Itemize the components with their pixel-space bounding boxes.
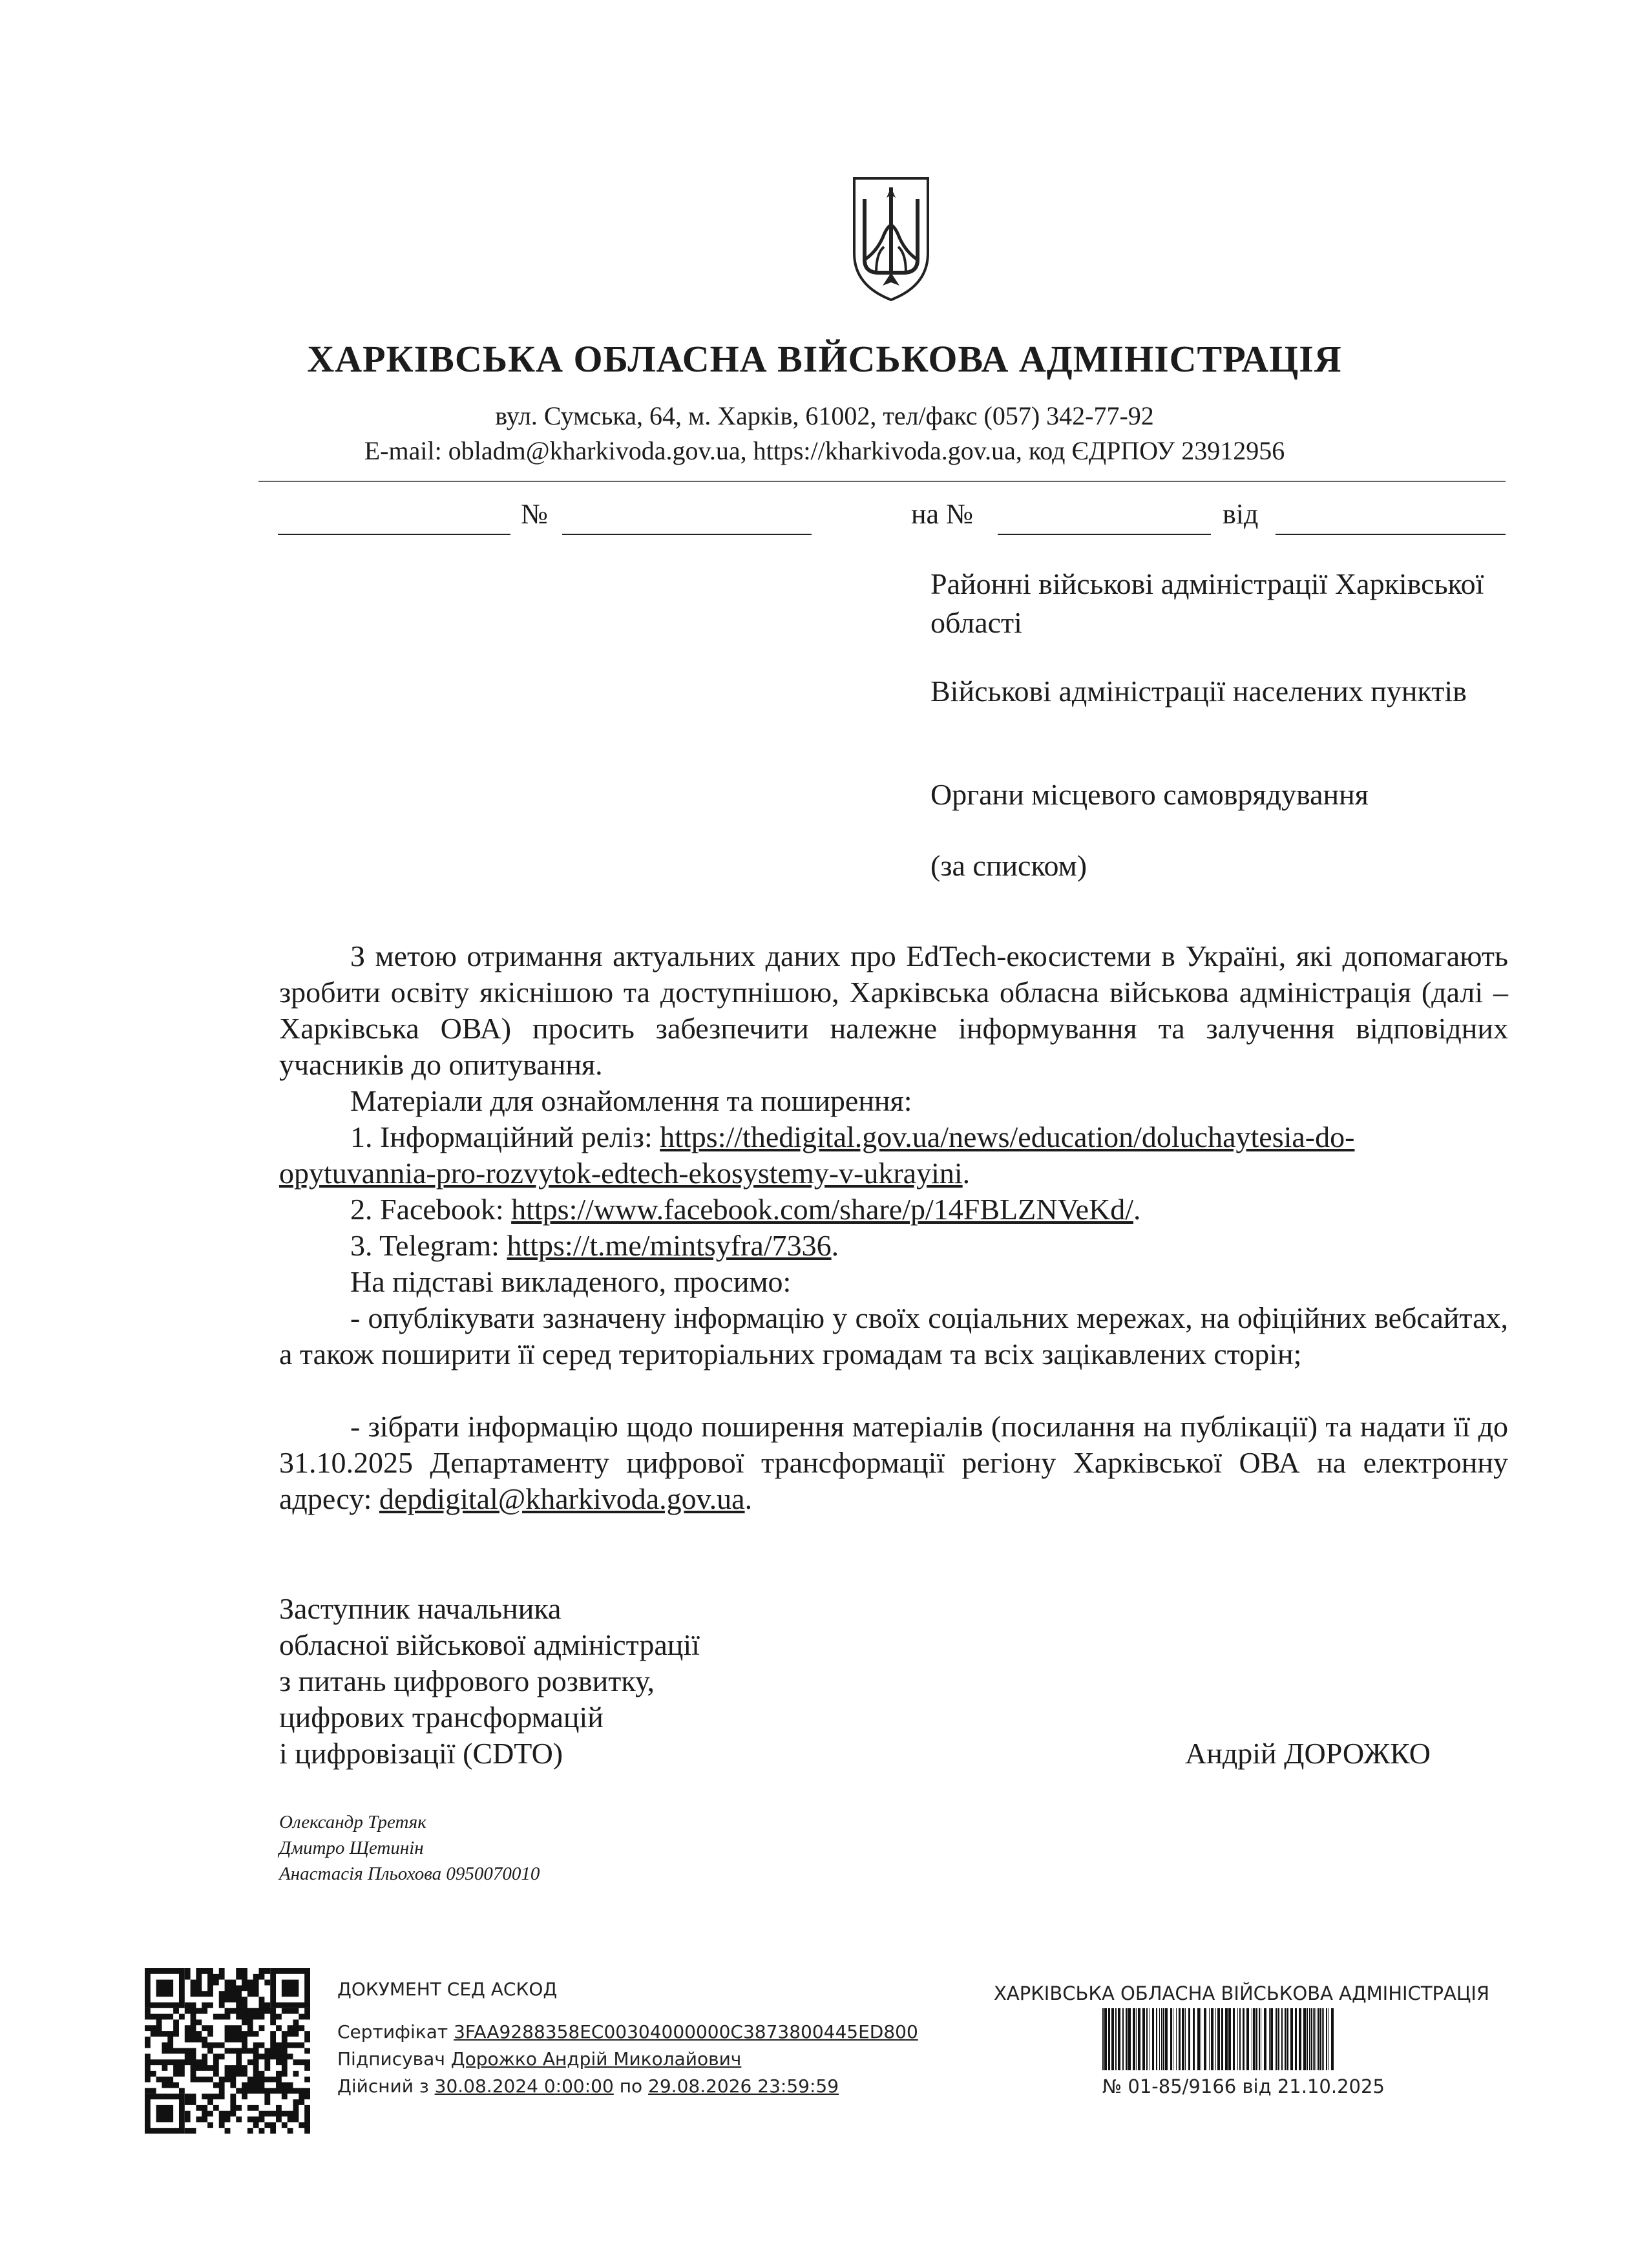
stamp-org-name: ХАРКІВСЬКА ОБЛАСНА ВІЙСЬКОВА АДМІНІСТРАЦІЯ bbox=[994, 1982, 1490, 2004]
stamp-validity: Дійсний з 30.08.2024 0:00:00 по 29.08.2026 23:59:59 bbox=[337, 2075, 839, 2097]
stamp-title: ДОКУМЕНТ СЕД АСКОД bbox=[337, 1979, 558, 2000]
executor-name: Олександр Третяк bbox=[279, 1812, 426, 1832]
material-item-telegram: 3. Telegram: https://t.me/mintsyfra/7336. bbox=[350, 1229, 839, 1262]
reply-to-number-label: на № bbox=[911, 498, 974, 530]
reply-to-date-blank bbox=[1276, 534, 1506, 535]
stamp-registration-number: № 01-85/9166 від 21.10.2025 bbox=[1102, 2075, 1385, 2097]
certificate-value: 3FAA9288358EC00304000000C3873800445ED800 bbox=[454, 2021, 918, 2042]
material-item-label: 1. Інформаційний реліз: bbox=[350, 1120, 660, 1153]
stamp-certificate: Сертифікат 3FAA9288358EC00304000000C3873800445ED800 bbox=[337, 2021, 918, 2042]
intro-paragraph: З метою отримання актуальних даних про EdTech-екосистеми в Україні, які допомагають зробити освіту якіснішою та доступнішою, Харківська обласна військова адміністрація (далі – Харківська ОВА) просить забезпечити належне інформування та залучення відповідних учасників до опитування. bbox=[279, 940, 1508, 1081]
stamp-signer: Підписувач Дорожко Андрій Миколайович bbox=[337, 2048, 742, 2070]
executor-name: Дмитро Щетинін bbox=[279, 1838, 424, 1858]
executor-name: Анастасія Пльохова 0950070010 bbox=[279, 1864, 540, 1884]
release-link[interactable]: https://thedigital.gov.ua/news/education/doluchaytesia-do- bbox=[660, 1120, 1355, 1153]
request-item-publish: - опублікувати зазначену інформацію у своїх соціальних мережах, на офіційних вебсайтах, а також поширити її серед територіальних громадам та всіх зацікавлених сторін; bbox=[279, 1301, 1508, 1370]
reg-number-blank bbox=[562, 534, 812, 535]
recipient-note: (за списком) bbox=[930, 849, 1087, 882]
recipient: Органи місцевого самоврядування bbox=[930, 778, 1369, 811]
material-item-facebook: 2. Facebook: https://www.facebook.com/share/p/14FBLZNVeKd/. bbox=[350, 1193, 1141, 1226]
telegram-link[interactable]: https://t.me/mintsyfra/7336 bbox=[507, 1229, 832, 1262]
signatory-position: з питань цифрового розвитку, bbox=[279, 1664, 655, 1697]
org-title: ХАРКІВСЬКА ОБЛАСНА ВІЙСЬКОВА АДМІНІСТРАЦІЯ bbox=[307, 338, 1342, 380]
reg-date-blank bbox=[278, 534, 510, 535]
material-item-label: 2. Facebook: bbox=[350, 1193, 512, 1226]
signatory-position: обласної військової адміністрації bbox=[279, 1628, 700, 1661]
header-divider bbox=[258, 481, 1506, 482]
dept-email-link[interactable]: depdigital@kharkivoda.gov.ua bbox=[379, 1482, 745, 1515]
signatory-name: Андрій ДОРОЖКО bbox=[1185, 1737, 1431, 1770]
signer-value: Дорожко Андрій Миколайович bbox=[450, 2048, 742, 2070]
recipient: Військові адміністрації населених пунктів bbox=[930, 675, 1467, 708]
signatory-position: і цифровізації (CDTO) bbox=[279, 1737, 563, 1770]
release-link-cont[interactable]: opytuvannia-pro-rozvytok-edtech-ekosystemy-v-ukrayini bbox=[279, 1157, 963, 1190]
reply-to-number-blank bbox=[998, 534, 1211, 535]
reg-number-label: № bbox=[521, 498, 548, 530]
signatory-position: цифрових трансформацій bbox=[279, 1701, 604, 1734]
materials-heading: Матеріали для ознайомлення та поширення: bbox=[350, 1084, 912, 1117]
material-item-label: 3. Telegram: bbox=[350, 1229, 507, 1262]
material-item-release bbox=[350, 1119, 1354, 1155]
barcode-icon bbox=[1101, 2008, 1338, 2070]
org-contacts: E-mail: obladm@kharkivoda.gov.ua, https://kharkivoda.gov.ua, код ЄДРПОУ 23912956 bbox=[364, 436, 1285, 465]
signatory-position: Заступник начальника bbox=[279, 1592, 562, 1625]
recipient: Районні військові адміністрації Харківської області bbox=[930, 567, 1484, 639]
request-item-collect: - зібрати інформацію щодо поширення матеріалів (посилання на публікації) та надати її до 31.10.2025 Департаменту цифрової трансформації регіону Харківської ОВА на електронну адресу: depdigital@kharkivoda.gov.ua. bbox=[279, 1410, 1508, 1515]
valid-from: 30.08.2024 0:00:00 bbox=[434, 2075, 614, 2097]
qr-code-icon bbox=[145, 1968, 310, 2134]
request-heading: На підставі викладеного, просимо: bbox=[350, 1265, 792, 1298]
trident-icon bbox=[850, 176, 932, 302]
valid-to: 29.08.2026 23:59:59 bbox=[648, 2075, 839, 2097]
facebook-link[interactable]: https://www.facebook.com/share/p/14FBLZNVeKd/ bbox=[511, 1193, 1133, 1226]
material-item-release-cont: opytuvannia-pro-rozvytok-edtech-ekosystemy-v-ukrayini. bbox=[279, 1157, 971, 1190]
reply-to-date-label: від bbox=[1223, 498, 1259, 530]
org-address: вул. Сумська, 64, м. Харків, 61002, тел/факс (057) 342-77-92 bbox=[495, 401, 1154, 430]
